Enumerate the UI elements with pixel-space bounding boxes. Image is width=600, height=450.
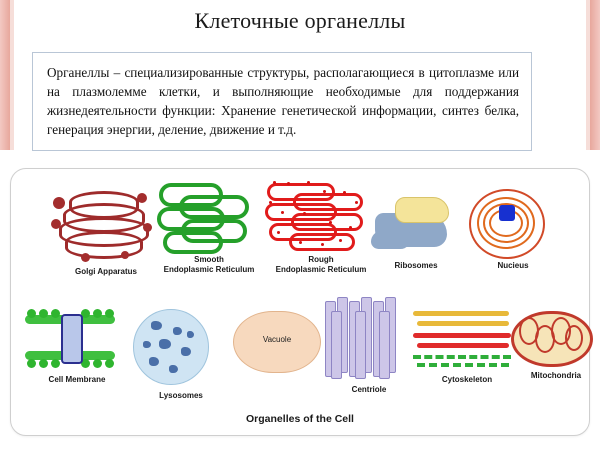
cytoskeleton-icon — [411, 309, 515, 367]
smooth-er-icon — [153, 181, 253, 251]
organelle-golgi-apparatus — [51, 189, 161, 289]
organelle-mitochondria — [509, 307, 600, 407]
organelle-nucleus — [463, 187, 563, 287]
label-centriole: Centriole — [351, 385, 387, 394]
mitochondria-icon — [509, 307, 591, 365]
organelles-figure — [10, 168, 590, 436]
organelle-cytoskeleton — [411, 309, 523, 405]
label-smooth-er-line1: Smooth — [194, 255, 224, 264]
vacuole-icon — [233, 311, 321, 373]
golgi-apparatus-icon — [51, 189, 161, 259]
label-ribosomes: Ribosomes — [394, 261, 438, 270]
organelle-ribosomes — [371, 191, 461, 287]
page-title: Клеточные органеллы — [194, 8, 406, 33]
cell-membrane-icon — [25, 309, 117, 369]
centriole-icon — [321, 297, 405, 377]
rough-er-icon — [263, 181, 367, 257]
definition-text-box — [32, 52, 532, 151]
label-rough-er-line2: Endoplasmic Reticulum — [275, 265, 367, 274]
label-cell-membrane: Cell Membrane — [48, 375, 106, 384]
label-smooth-er-line2: Endoplasmic Reticulum — [163, 265, 255, 274]
label-nucleus: Nucieus — [497, 261, 529, 270]
nucleus-icon — [463, 187, 547, 257]
organelle-rough-endoplasmic-reticulum — [263, 181, 379, 291]
organelle-vacuole — [233, 311, 327, 405]
organelle-cell-membrane — [25, 309, 129, 409]
label-rough-er-line1: Rough — [308, 255, 334, 264]
organelle-centriole — [321, 297, 417, 415]
label-lysosomes: Lysosomes — [159, 391, 203, 400]
lysosomes-icon — [131, 309, 209, 387]
ribosomes-icon — [371, 191, 459, 257]
definition-text: Органеллы – специализированные структуры, располагающиеся в цитоплазме или на плазмолемме клетки, и выполняющие необходимые для поддержания жизнедеятельности функции: Хранение генетической информации, синтез белка, генерация энергии, деление, движение и т.д. — [47, 65, 519, 138]
label-mitochondria: Mitochondria — [530, 371, 582, 380]
label-golgi-apparatus: Golgi Apparatus — [75, 267, 137, 276]
organelle-smooth-endoplasmic-reticulum — [153, 181, 265, 291]
label-cytoskeleton: Cytoskeleton — [441, 375, 493, 384]
figure-caption: Organelles of the Cell — [246, 413, 354, 425]
organelle-lysosomes — [131, 309, 231, 409]
label-vacuole: Vacuole — [262, 335, 292, 344]
